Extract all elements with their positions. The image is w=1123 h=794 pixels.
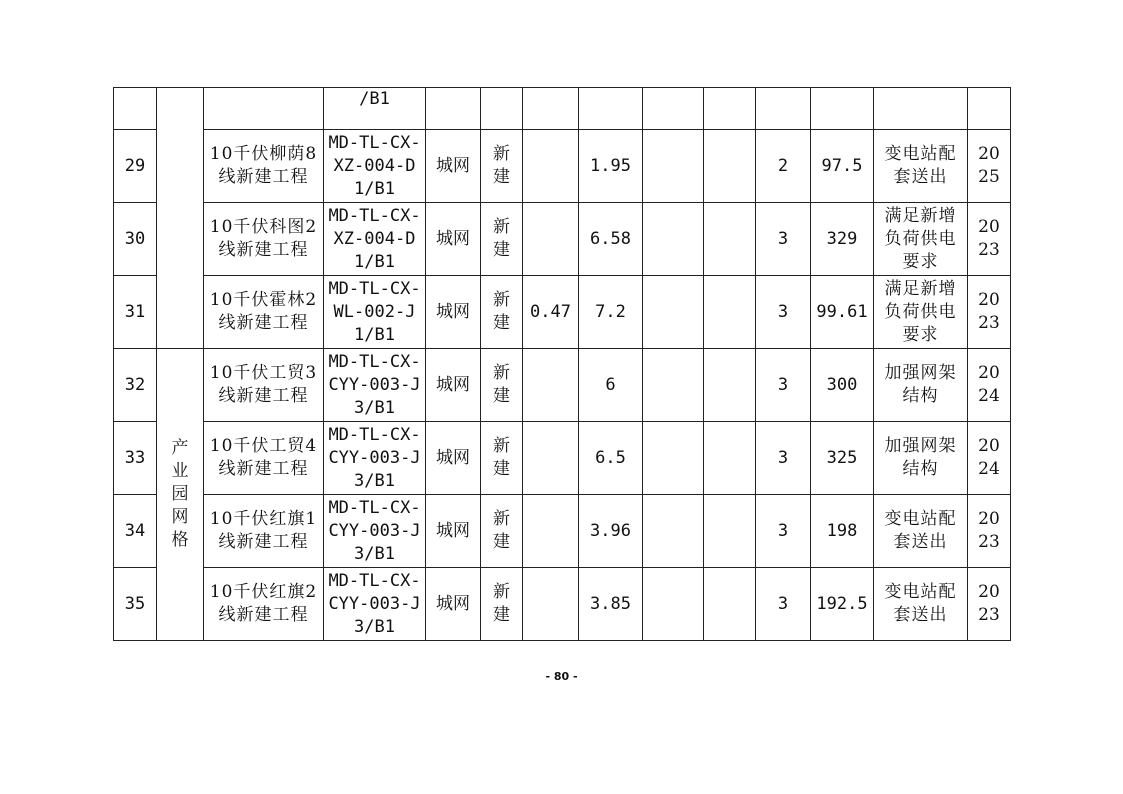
cell-c1: 0.47 xyxy=(523,276,579,349)
table-row xyxy=(114,276,1011,349)
cell-area: 城网 xyxy=(426,422,481,495)
table-row-continued xyxy=(114,88,1011,130)
cell-year: 2025 xyxy=(968,130,1011,203)
cell-type: 新建 xyxy=(481,568,523,641)
cell-length: 3.96 xyxy=(579,495,643,568)
cell-purpose: 满足新增负荷供电要求 xyxy=(874,276,968,349)
cell-c4 xyxy=(704,203,756,276)
cell-name: 10千伏红旗2线新建工程 xyxy=(204,568,324,641)
cell-name: 10千伏柳荫8线新建工程 xyxy=(204,130,324,203)
cell-name: 10千伏工贸4线新建工程 xyxy=(204,422,324,495)
cell-purpose: 变电站配套送出 xyxy=(874,568,968,641)
cell-c3 xyxy=(643,203,704,276)
cell-year: 2023 xyxy=(968,276,1011,349)
cell-year: 2023 xyxy=(968,203,1011,276)
cell-length: 6.58 xyxy=(579,203,643,276)
table-row xyxy=(114,349,1011,422)
cell-count: 3 xyxy=(756,422,811,495)
cell-code: MD-TL-CX-CYY-003-J3/B1 xyxy=(324,495,426,568)
cell-invest: 97.5 xyxy=(811,130,874,203)
cell-type: 新建 xyxy=(481,276,523,349)
cell-no: 32 xyxy=(114,349,157,422)
cell-area: 城网 xyxy=(426,203,481,276)
cell-code: MD-TL-CX-CYY-003-J3/B1 xyxy=(324,349,426,422)
cell-invest: 329 xyxy=(811,203,874,276)
cell-count: 3 xyxy=(756,349,811,422)
cell-c1 xyxy=(523,422,579,495)
cell-name: 10千伏工贸3线新建工程 xyxy=(204,349,324,422)
cell-length: 3.85 xyxy=(579,568,643,641)
cell-c4 xyxy=(704,568,756,641)
cell-type: 新建 xyxy=(481,130,523,203)
cell-no xyxy=(114,88,157,130)
cell-invest: 99.61 xyxy=(811,276,874,349)
cell-c3 xyxy=(643,568,704,641)
cell-c4 xyxy=(704,349,756,422)
cell-year: 2024 xyxy=(968,349,1011,422)
cell-count: 3 xyxy=(756,568,811,641)
cell-c1 xyxy=(523,203,579,276)
cell-year: 2024 xyxy=(968,422,1011,495)
cell-purpose: 变电站配套送出 xyxy=(874,495,968,568)
table-row xyxy=(114,495,1011,568)
cell-invest: 300 xyxy=(811,349,874,422)
cell-length: 1.95 xyxy=(579,130,643,203)
cell-grid-upper xyxy=(157,88,204,349)
cell-name: 10千伏霍林2线新建工程 xyxy=(204,276,324,349)
project-table xyxy=(113,87,1011,641)
cell-c3 xyxy=(643,495,704,568)
cell-no: 35 xyxy=(114,568,157,641)
cell-count: 3 xyxy=(756,495,811,568)
cell-invest: 325 xyxy=(811,422,874,495)
cell-year: 2023 xyxy=(968,495,1011,568)
cell-area: 城网 xyxy=(426,568,481,641)
cell-c4 xyxy=(704,422,756,495)
cell-c1 xyxy=(523,130,579,203)
cell-length: 7.2 xyxy=(579,276,643,349)
cell-name: 10千伏科图2线新建工程 xyxy=(204,203,324,276)
cell-name: 10千伏红旗1线新建工程 xyxy=(204,495,324,568)
table-row xyxy=(114,130,1011,203)
table-row xyxy=(114,422,1011,495)
cell-purpose: 加强网架结构 xyxy=(874,349,968,422)
cell-code: MD-TL-CX-XZ-004-D1/B1 xyxy=(324,130,426,203)
cell-purpose: 加强网架结构 xyxy=(874,422,968,495)
cell-c1 xyxy=(523,349,579,422)
cell-area: 城网 xyxy=(426,130,481,203)
cell-c1 xyxy=(523,568,579,641)
cell-area: 城网 xyxy=(426,276,481,349)
cell-code: MD-TL-CX-WL-002-J1/B1 xyxy=(324,276,426,349)
cell-type: 新建 xyxy=(481,203,523,276)
cell-code: /B1 xyxy=(324,88,426,130)
cell-count: 3 xyxy=(756,203,811,276)
table-row xyxy=(114,203,1011,276)
cell-c3 xyxy=(643,422,704,495)
cell-length: 6.5 xyxy=(579,422,643,495)
cell-no: 34 xyxy=(114,495,157,568)
cell-purpose: 满足新增负荷供电要求 xyxy=(874,203,968,276)
cell-grid-label: 产业园网格 xyxy=(157,349,204,641)
cell-c1 xyxy=(523,495,579,568)
cell-invest: 192.5 xyxy=(811,568,874,641)
cell-code: MD-TL-CX-CYY-003-J3/B1 xyxy=(324,422,426,495)
cell-code: MD-TL-CX-XZ-004-D1/B1 xyxy=(324,203,426,276)
cell-c3 xyxy=(643,276,704,349)
cell-c3 xyxy=(643,130,704,203)
cell-c4 xyxy=(704,130,756,203)
cell-no: 33 xyxy=(114,422,157,495)
cell-type: 新建 xyxy=(481,495,523,568)
cell-area: 城网 xyxy=(426,349,481,422)
cell-no: 29 xyxy=(114,130,157,203)
cell-area: 城网 xyxy=(426,495,481,568)
cell-type: 新建 xyxy=(481,422,523,495)
cell-c3 xyxy=(643,349,704,422)
cell-name xyxy=(204,88,324,130)
cell-invest: 198 xyxy=(811,495,874,568)
page-number: - 80 - xyxy=(545,670,578,683)
cell-purpose: 变电站配套送出 xyxy=(874,130,968,203)
cell-length: 6 xyxy=(579,349,643,422)
cell-count: 2 xyxy=(756,130,811,203)
cell-code: MD-TL-CX-CYY-003-J3/B1 xyxy=(324,568,426,641)
cell-c4 xyxy=(704,495,756,568)
cell-year: 2023 xyxy=(968,568,1011,641)
cell-type: 新建 xyxy=(481,349,523,422)
cell-no: 31 xyxy=(114,276,157,349)
cell-count: 3 xyxy=(756,276,811,349)
table-row xyxy=(114,568,1011,641)
cell-c4 xyxy=(704,276,756,349)
cell-no: 30 xyxy=(114,203,157,276)
